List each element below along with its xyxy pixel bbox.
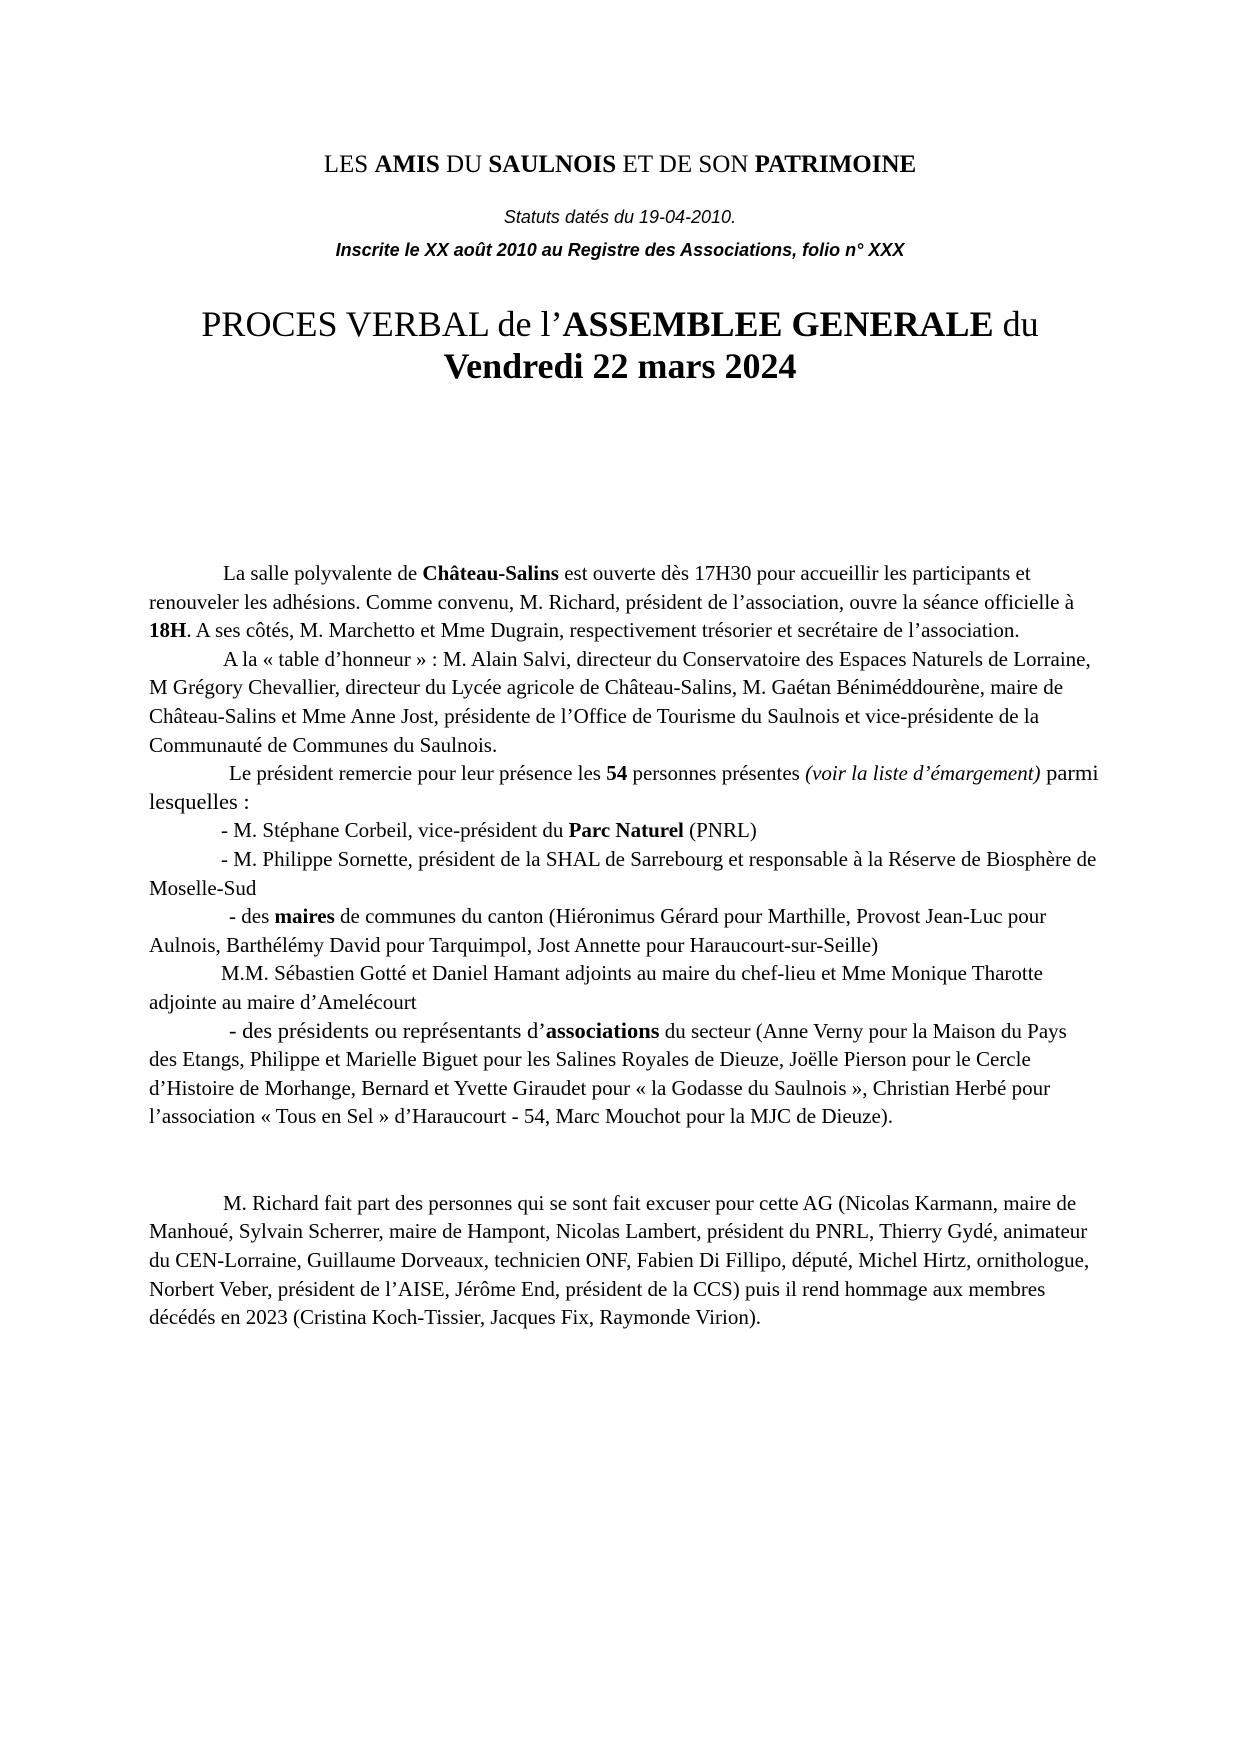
paragraph-excuses: M. Richard fait part des personnes qui se sont fait excuser pour cette AG (Nicolas Karmann, maire de Manhoué, Sylvain Scherrer, maire de Hampont, Nicolas Lambert, président du PNRL, Thierry Gydé, animateur du CEN-Lorraine, Guillaume Dorveaux, technicien ONF, Fabien Di Fillipo, député, Michel Hirtz, ornithologue, Norbert Veber, président de l’AISE, Jérôme End, président de la CCS) puis il rend hommage aux membres décédés en 2023 (Cristina Koch-Tissier, Jacques Fix, Raymonde Virion).	[149, 1190, 1090, 1330]
list-item: M.M. Sébastien Gotté et Daniel Hamant adjoints au maire du chef-lieu et Mme Monique Tharotte adjointe au maire d’Amelécourt	[149, 961, 1043, 1014]
statuts-date: Statuts datés du 19-04-2010.	[503, 207, 737, 227]
text-run: parmi lesquelles :	[149, 760, 1099, 814]
title-part: PROCES VERBAL de l’	[201, 304, 563, 344]
text-run: est ouverte dès 17H30 pour accueillir les participants et renouveler les adhésions. Comme convenu, M. Richard, président de l’association, ouvre la séance officielle à	[149, 561, 1075, 614]
text-run: - M. Stéphane Corbeil, vice-président du	[221, 818, 569, 843]
text-run: personnes présentes	[627, 761, 806, 786]
organization-title	[0, 150, 1240, 180]
document-title	[0, 303, 1240, 387]
org-title-amis: AMIS	[374, 151, 440, 178]
title-part: du	[993, 304, 1039, 344]
org-title-part: DU	[439, 151, 489, 178]
bold-run: Château-Salins	[422, 561, 559, 585]
text-run: . A ses côtés, M. Marchetto et Mme Dugrain, respectivement trésorier et secrétaire de l’association.	[186, 618, 1020, 643]
italic-run: (voir la liste d’émargement)	[805, 761, 1041, 786]
paragraph-opening	[149, 559, 1099, 645]
org-title-part: ET DE SON	[616, 151, 755, 178]
org-title-part: LES	[323, 151, 375, 178]
list-item: - M. Philippe Sornette, président de la SHAL de Sarrebourg et responsable à la Réserve de Biosphère de Moselle-Sud	[149, 846, 1097, 900]
text-run: - des présidents ou représentants d’	[229, 1017, 546, 1043]
text-run: de communes du canton (Hiéronimus Gérard pour Marthille, Provost Jean-Luc pour Aulnois, Barthélémy David pour Tarquimpol, Jost Annette pour Haraucourt-sur-Seille)	[149, 904, 1047, 957]
title-assemblee: ASSEMBLEE GENERALE	[562, 304, 994, 344]
bold-run: Parc Naturel	[568, 818, 684, 843]
text-run: du secteur (Anne Verny pour la Maison du Pays des Etangs, Philippe et Marielle Biguet pour les Salines Royales de Dieuze, Joëlle Pierson pour le Cercle d’Histoire de Morhange, Bernard et Yvette Giraudet pour « la Godasse du Saulnois », Christian Herbé pour l’association « Tous en Sel » d’Haraucourt - 54, Marc Mouchot pour la MJC de Dieuze).	[149, 1018, 1067, 1129]
title-line-2	[0, 345, 1240, 387]
text-run: La salle polyvalente de	[223, 561, 423, 585]
list-item	[149, 816, 1099, 845]
registre-inscription: Inscrite le XX août 2010 au Registre des Associations, folio n° XXX	[335, 240, 905, 260]
bold-run: associations	[545, 1017, 660, 1043]
list-item	[149, 902, 1099, 959]
bold-run: 54	[606, 761, 628, 786]
bold-run: maires	[274, 904, 335, 929]
paragraph-gap	[149, 1131, 1099, 1189]
org-title-patrimoine: PATRIMOINE	[754, 151, 917, 178]
org-title-saulnois: SAULNOIS	[488, 151, 617, 178]
bold-run: 18H	[149, 618, 187, 643]
paragraph-remerciements	[149, 759, 1099, 816]
text-run: Le président remercie pour leur présence les	[229, 761, 607, 786]
document-body	[149, 559, 1099, 1332]
list-item	[149, 1017, 1099, 1131]
title-line-1	[0, 303, 1240, 345]
text-run: (PNRL)	[683, 818, 757, 843]
meeting-date: Vendredi 22 mars 2024	[443, 346, 797, 386]
paragraph-table-honneur: A la « table d’honneur » : M. Alain Salvi, directeur du Conservatoire des Espaces Naturels de Lorraine, M Grégory Chevallier, directeur du Lycée agricole de Château-Salins, M. Gaétan Béniméddourène, maire de Château-Salins et Mme Anne Jost, présidente de l’Office de Tourisme du Saulnois et vice-présidente de la Communauté de Communes du Saulnois.	[149, 646, 1091, 757]
text-run: - des	[229, 904, 275, 929]
